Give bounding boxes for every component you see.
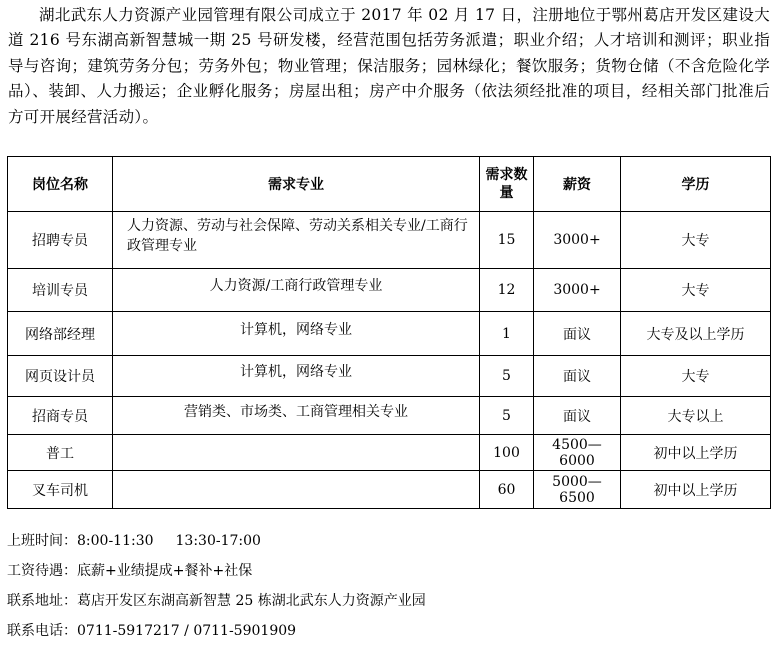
cell-major-text: 人力资源/工商行政管理专业: [209, 278, 383, 294]
table-row: [8, 312, 771, 356]
cell-education: 大专: [621, 269, 771, 312]
cell-position: 招聘专员: [8, 212, 113, 269]
work-hours-label: 上班时间：: [7, 533, 77, 549]
address-label: 联系地址：: [7, 593, 77, 609]
cell-education: 大专以上: [621, 397, 771, 435]
cell-major-text: [117, 486, 475, 494]
cell-salary: 3000+: [534, 212, 621, 269]
header-education: 学历: [621, 157, 771, 212]
cell-major-text: 人力资源、劳动与社会保障、劳动关系相关专业/工商行政管理专业: [127, 218, 468, 254]
work-hours-line: [7, 530, 261, 550]
cell-position: 培训专员: [8, 269, 113, 312]
cell-position: 叉车司机: [8, 471, 113, 509]
header-count: 需求数量: [480, 157, 534, 212]
cell-count: 60: [480, 471, 534, 509]
cell-education: 大专: [621, 356, 771, 397]
cell-count: 15: [480, 212, 534, 269]
cell-count: 1: [480, 312, 534, 356]
cell-count: 12: [480, 269, 534, 312]
cell-education: 大专: [621, 212, 771, 269]
address-line: [7, 590, 426, 610]
cell-major: [113, 471, 480, 509]
cell-major-text: 营销类、市场类、工商管理相关专业: [184, 403, 408, 420]
table-row: [8, 471, 771, 509]
cell-position: 招商专员: [8, 397, 113, 435]
phone-line: [7, 620, 296, 640]
cell-salary: 面议: [534, 397, 621, 435]
cell-major-text: [117, 449, 475, 457]
cell-major: [113, 269, 480, 312]
cell-salary: 5000—6500: [534, 471, 621, 509]
work-hours-afternoon: 13:30-17:00: [175, 533, 261, 549]
cell-salary: 3000+: [534, 269, 621, 312]
header-position: 岗位名称: [8, 157, 113, 212]
cell-education: 初中以上学历: [621, 471, 771, 509]
cell-position: 网页设计员: [8, 356, 113, 397]
cell-major-text: 计算机，网络专业: [240, 321, 352, 338]
cell-education: 初中以上学历: [621, 435, 771, 471]
table-row: [8, 269, 771, 312]
table-header-row: [8, 157, 771, 212]
header-major: 需求专业: [113, 157, 480, 212]
table-row: [8, 397, 771, 435]
table-row: [8, 356, 771, 397]
cell-position: 普工: [8, 435, 113, 471]
cell-major: [113, 356, 480, 397]
cell-major: [113, 397, 480, 435]
pay-line: [7, 560, 252, 580]
cell-position: 网络部经理: [8, 312, 113, 356]
work-hours-morning: 8:00-11:30: [77, 533, 154, 549]
pay-value: 底薪+业绩提成+餐补+社保: [77, 563, 253, 579]
cell-major-text: 计算机，网络专业: [240, 364, 352, 380]
cell-count: 100: [480, 435, 534, 471]
cell-major: [113, 212, 480, 269]
job-table: [7, 156, 771, 509]
table-row: [8, 212, 771, 269]
header-salary: 薪资: [534, 157, 621, 212]
cell-count: 5: [480, 397, 534, 435]
phone-label: 联系电话：: [7, 623, 77, 639]
pay-label: 工资待遇：: [7, 563, 77, 579]
cell-major: [113, 312, 480, 356]
cell-salary: 4500—6000: [534, 435, 621, 471]
address-value: 葛店开发区东湖高新智慧 25 栋湖北武东人力资源产业园: [77, 593, 426, 609]
cell-major: [113, 435, 480, 471]
table-row: [8, 435, 771, 471]
cell-count: 5: [480, 356, 534, 397]
cell-education: 大专及以上学历: [621, 312, 771, 356]
cell-salary: 面议: [534, 356, 621, 397]
phone-value: 0711-5917217 / 0711-5901909: [77, 623, 297, 639]
company-intro: 湖北武东人力资源产业园管理有限公司成立于 2017 年 02 月 17 日，注册地位于鄂州葛店开发区建设大道 216 号东湖高新智慧城一期 25 号研发楼，经营范围包括劳务派遣；职业介绍；人才培训和测评；职业指导与咨询；建筑劳务分包；劳务外包；物业管理；保洁服务；园林绿化；餐饮服务；货物仓储（不含危险化学品）、装卸、人力搬运；企业孵化服务；房屋出租；房产中介服务（依法须经批准的项目，经相关部门批准后方可开展经营活动）。: [8, 6, 770, 126]
cell-salary: 面议: [534, 312, 621, 356]
